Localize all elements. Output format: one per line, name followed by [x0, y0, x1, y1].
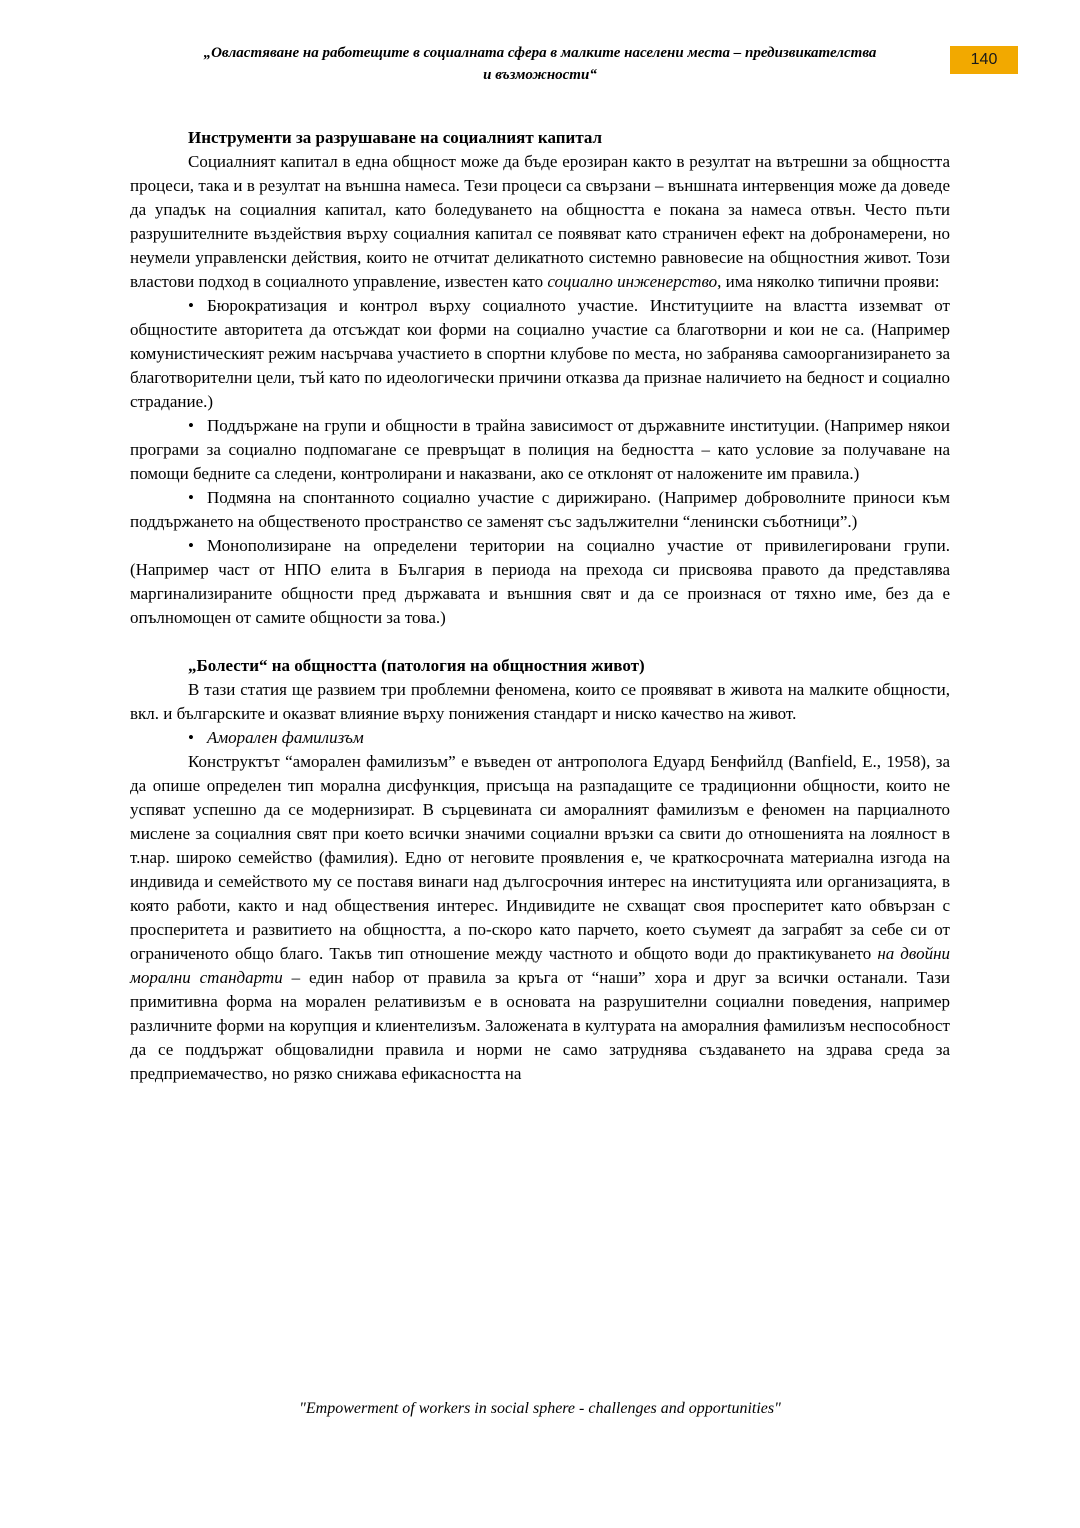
page-number-badge: 140 [950, 46, 1018, 74]
bullet-text: Поддържане на групи и общности в трайна зависимост от държавните институции. (Например някои програми за социално подпомагане се превръщат в полиция на бедността – като условие за получаване на помощи бедните са следени, контролирани и наказвани, ако се отклонят от наложените им правила.) [130, 416, 950, 483]
section-heading-diseases: „Болести“ на общността (патология на общностния живот) [188, 656, 645, 675]
bullet-item-substitution [130, 486, 950, 534]
bullet-text: Аморален фамилизъм [206, 728, 364, 747]
bullet-text: Подмяна на спонтанното социално участие с дирижирано. (Например доброволните приноси към поддържането на общественото пространство се заменят със задължителни “ленински съботници”.) [130, 488, 950, 531]
bullet-marker: • [188, 488, 194, 507]
bullet-marker: • [188, 416, 194, 435]
running-head-line2: и възможности“ [483, 67, 597, 83]
bullet-item-bureaucratization [130, 294, 950, 414]
paragraph-amoral-familism: Конструктът “аморален фамилизъм” е въведен от антрополога Едуард Бенфийлд (Banfield, E., 1958), за да опише определен тип морална дисфункция, присъща на разпадащите се традиционни общности, които не успяват успешно да се модернизират. В сърцевината си аморалният фамилизъм е феномен на парциалното мислене за социалния свят при което всички значими социални връзки са свити до отношенията на лоялност в т.нар. широко семейство (фамилия). Едно от неговите проявления е, че краткосрочната материална изгода на индивида и семейството му се поставя винаги над дългосрочния интерес на институцията или организацията, в която работи, както и над обществения интерес. Индивидите не схващат своя просперитет като обвързан с просперитета и развитието на общността, а по-скоро като парчето, което съумеят да заграбят за себе си от ограниченото общо благо. Такъв тип отношение между частното и общото води до практикуването на двойни морални стандарти – един набор от правила за кръга от “наши” хора и друг за всички останали. Тази примитивна форма на морален релативизъм е в основата на разрушителни социални поведения, например различните форми на корупция и клиентелизъм. Заложената в културата на аморалния фамилизъм неспособност да се поддържат общовалидни правила и норми не само затруднява създаването на здрава среда за предприемачество, но рязко снижава ефикасността на [130, 752, 951, 1083]
running-head-line1: „Овластяване на работещите в социалната сфера в малките населени места – предизвикателства [203, 45, 877, 61]
bullet-marker: • [188, 536, 194, 555]
bullet-marker: • [188, 296, 194, 315]
paragraph-intro: Социалният капитал в една общност може да бъде ерозиран както в резултат на вътрешни за общността процеси, така и в резултат на външна намеса. Тези процеси са свързани – външната интервенция може да доведе да упадък на социалния капитал, като боледуването на общността е покана за намеса отвън. Често пъти разрушителните въздействия върху социалния капитал се появяват като страничен ефект на добронамерени, но неумели управленски действия, които не отчитат деликатното системно равновесие на общностния живот. Този властови подход в социалното управление, известен като социално инженерство, има няколко типични прояви: [130, 152, 950, 291]
bullet-text: Бюрократизация и контрол върху социалното участие. Институциите на властта изземват от общностите авторитета да отсъждат кои форми на социално участие са благотворни и кои не са. (Например комунистическият режим насърчава участието в спортни клубове по места, но забранява самоорганизирането за благотворителни цели, тъй като по идеологически причини отказва да признае наличието на бедност и социално страдание.) [130, 296, 950, 411]
paragraph-diseases-intro: В тази статия ще развием три проблемни феномена, които се проявяват в живота на малките общности, вкл. и българските и оказват влияние върху понижения стандарт и ниско качество на живот. [130, 680, 950, 723]
bullet-text: Монополизиране на определени територии на социално участие от привилегировани групи. (Например част от НПО елита в България в периода на прехода си присвоява правото да представлява маргинализираните общности пред държавата и външния свят и да се произнася от тяхно име, без да е опълномощен от самите общности за това.) [130, 536, 950, 627]
bullet-item-monopolization [130, 534, 950, 630]
running-head [130, 42, 950, 86]
bullet-item-dependency [130, 414, 950, 486]
bullet-item-amoral-familism [130, 726, 950, 750]
bullet-marker: • [188, 728, 194, 747]
page-footer: "Empowerment of workers in social sphere - challenges and opportunities" [299, 1400, 781, 1417]
page-body [130, 126, 950, 1086]
section-heading-tools: Инструменти за разрушаване на социалният капитал [188, 128, 603, 147]
